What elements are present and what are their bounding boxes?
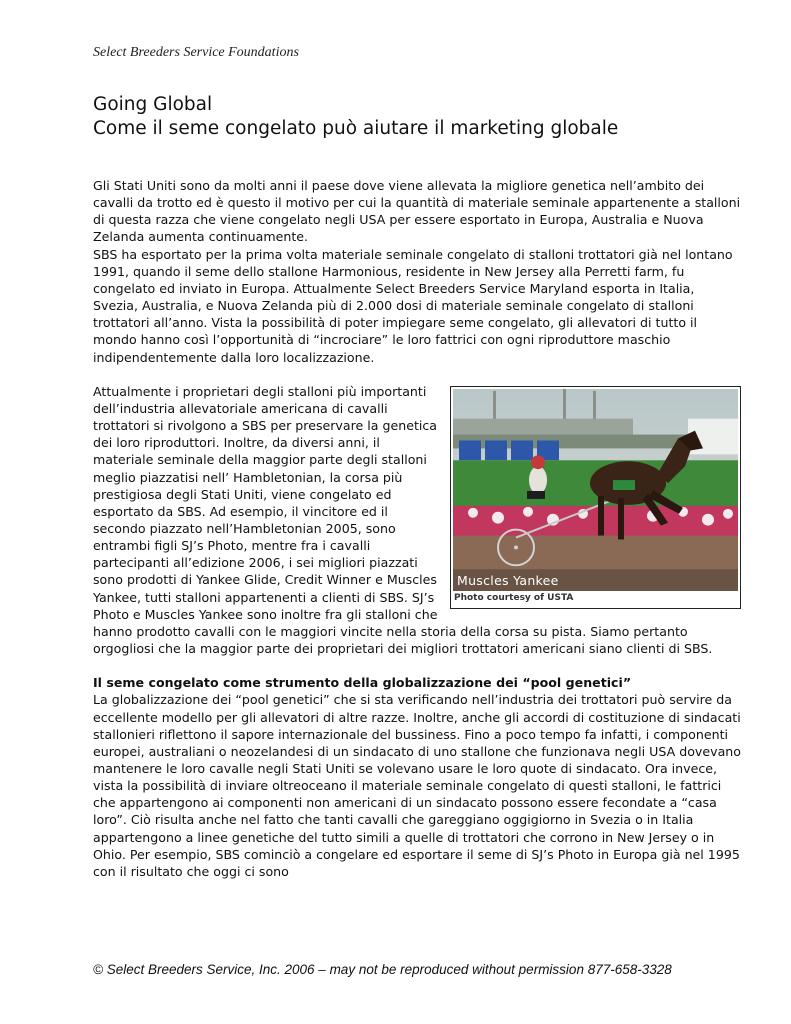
copyright-footer: © Select Breeders Service, Inc. 2006 – may not be reproduced without permission 877-658-3328	[93, 962, 672, 977]
running-header: Select Breeders Service Foundations	[93, 45, 299, 60]
paragraph-spacer	[93, 366, 741, 383]
title-line-1: Going Global	[93, 94, 213, 115]
paragraph-hambletonian: Attualmente i proprietari degli stalloni più importanti dell’industria allevatoriale americana di cavalli trottatori si rivolgono a SBS per preservare la genetica dei loro riproduttori. Inoltre, da diversi anni, il materiale seminale della maggior parte degli stalloni meglio piazzatisi nell’ Hambletonian, la corsa più prestigiosa degli Stati Uniti, viene congelato ed esportato da SBS. Ad esempio, il vincitore ed il secondo piazzato nell’Hambletonian 2005, sono entrambi figli SJ’s Photo, mentre fra i cavalli partecipanti all’edizione 2006, i sei migliori piazzati sono prodotti di Yankee Glide, Credit Winner e Muscles Yankee, tutti stalloni appartenenti a clienti di SBS. SJ’s Photo e Muscles Yankee sono inoltre fra gli stalloni che hanno prodotto cavalli con le maggiori vincite nella storia della corsa su pista. Siamo pertanto orgogliosi che la maggior parte dei proprietari dei migliori trottatori americani siano clienti di SBS.	[93, 383, 713, 657]
paragraph-export-history	[93, 246, 741, 366]
paragraph-intro: Gli Stati Uniti sono da molti anni il paese dove viene allevata la migliore genetica nell’ambito dei cavalli da trotto ed è questo il motivo per cui la quantità di materiale seminale appartenente a stalloni di questa razza che viene congelato negli USA per essere esportato in Europa, Australia e Nuova Zelanda aumenta continuamente.	[93, 178, 741, 245]
photo-caption: Muscles Yankee	[457, 572, 559, 588]
harness-racing-photo-svg	[453, 389, 738, 591]
paragraph-globalization: La globalizzazione dei “pool genetici” che si sta verificando nell’industria dei trottatori può servire da eccellente modello per gli allevatori di altre razze. Inoltre, anche gli accordi di costituzione di sindacati stallonieri riflettono il sapore internazionale del bussiness. Fino a poco tempo fa infatti, i componenti europei, australiani o neozelandesi di un sindacato di uno stallone che funzionava negli USA dovevano mantenere le loro cavalle negli Stati Uniti se volevano usare le loro quote di sindacato. Ora invece, vista la possibilità di inviare oltreoceano il materiale seminale congelato di questi stalloni, le fattrici che appartengono ai componenti non americani di un sindacato possono essere fecondate a “casa loro”. Ciò risulta anche nel fatto che tanti cavalli che gareggiano oggigiorno in Svezia o in Italia appartengono a linee genetiche del tutto simili a quelle di trottatori che corrono in New Jersey o in Ohio. Per esempio, SBS cominciò a congelare ed esportare il seme di SJ’s Photo in Europa già nel 1995 con il risultato che oggi ci sono	[93, 692, 741, 879]
article-body	[93, 177, 741, 880]
horse-photo-figure	[450, 386, 741, 609]
paragraph-spacer-2	[93, 657, 741, 674]
article-title	[93, 93, 753, 141]
paragraph-export-history-text: SBS ha esportato per la prima volta materiale seminale congelato di stalloni trottatori già nel lontano 1991, quando il seme dello stallone Harmonious, residente in New Jersey alla Perretti farm, fu congelato ed inviato in Europa. Attualmente Select Breeders Service Maryland esporta in Italia, Svezia, Australia, e Nuova Zelanda più di 2.000 dosi di materiale seminale congelato di stalloni trottatori all’anno. Vista la possibilità di poter impiegare seme congelato, gli allevatori di tutto il mondo hanno così l’opportunità di “incrociare” le loro fattrici con ogni riproduttore maschio indipendentemente dalla loro localizzazione.	[93, 246, 733, 365]
title-line-2: Come il seme congelato può aiutare il marketing globale	[93, 118, 619, 139]
section-subhead: Il seme congelato come strumento della globalizzazione dei “pool genetici”	[93, 675, 632, 691]
photo-credit: Photo courtesy of USTA	[454, 592, 574, 603]
harness-racing-photo	[453, 389, 738, 591]
